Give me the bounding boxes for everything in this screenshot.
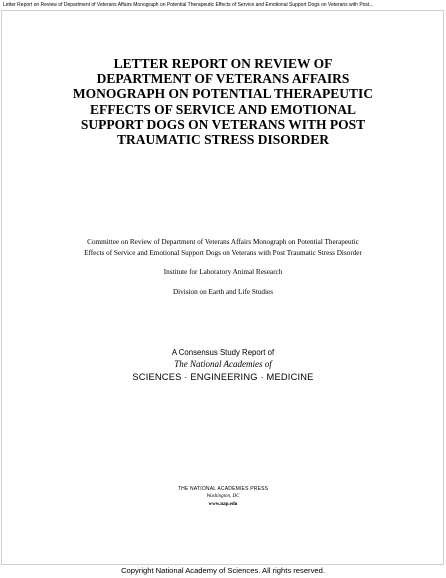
press-city: Washington, DC [206, 494, 240, 499]
consensus-study-label: A Consensus Study Report of [171, 348, 275, 357]
division-name: Division on Earth and Life Studies [172, 288, 273, 296]
copyright-notice: Copyright National Academy of Sciences. All rights reserved. [121, 566, 325, 575]
title-line: DEPARTMENT OF VETERANS AFFAIRS [96, 71, 350, 87]
committee-name [30, 237, 416, 258]
nasem-logo-block [0, 347, 446, 384]
committee-line: Effects of Service and Emotional Support Dogs on Veterans with Post Traumatic Stress Disorder [84, 248, 362, 257]
press-url: www.nap.edu [208, 502, 238, 507]
title-line: MONOGRAPH ON POTENTIAL THERAPEUTIC [72, 86, 374, 102]
sciences-engineering-medicine-label: SCIENCES · ENGINEERING · MEDICINE [132, 372, 314, 382]
committee-line: Committee on Review of Department of Veterans Affairs Monograph on Potential Therapeutic [87, 238, 359, 246]
running-header: Letter Report on Review of Department of Veterans Affairs Monograph on Potential Therapeutic Effects of Service and Emotional Support Dogs on Veterans with Post... [3, 2, 374, 8]
publisher-block [0, 485, 446, 509]
institute-name: Institute for Laboratory Animal Research [163, 268, 283, 276]
national-academies-label: The National Academies of [174, 359, 272, 369]
title-line: EFFECTS OF SERVICE AND EMOTIONAL [89, 101, 357, 117]
title-line: TRAUMATIC STRESS DISORDER [116, 132, 330, 148]
title-line: SUPPORT DOGS ON VETERANS WITH POST [80, 116, 366, 132]
press-name: THE NATIONAL ACADEMIES PRESS [177, 486, 269, 492]
title-line: LETTER REPORT ON REVIEW OF [113, 56, 333, 71]
report-title [40, 56, 406, 147]
